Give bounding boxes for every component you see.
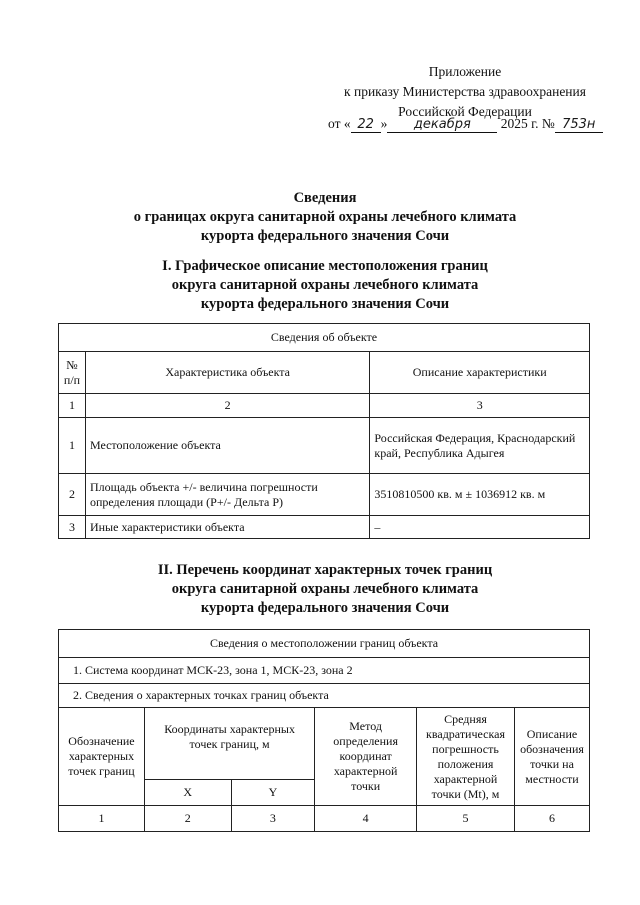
appendix-country-line: Российской Федерации (398, 104, 532, 119)
column-number: 5 (417, 806, 515, 832)
date-prefix: от « (328, 116, 351, 131)
header-method: Метод определения координат характерной точки (315, 708, 417, 806)
column-number: 2 (85, 394, 369, 418)
row-description: – (370, 516, 590, 539)
header-coordinates: Координаты характерных точек границ, м (144, 708, 314, 780)
section-2-line-2: округа санитарной охраны лечебного климата (171, 581, 479, 597)
object-info-table (58, 323, 590, 539)
table-caption: Сведения о местоположении границ объекта (59, 630, 590, 658)
row-number: 1 (59, 418, 86, 474)
row-characteristic: Местоположение объекта (85, 418, 369, 474)
section-2-heading (60, 561, 590, 618)
appendix-title: Приложение (428, 64, 502, 79)
row-description: 3510810500 кв. м ± 1036912 кв. м (370, 474, 590, 516)
header-point-description: Описание обозначения точки на местности (514, 708, 589, 806)
appendix-block (300, 62, 630, 122)
points-info-row: 2. Сведения о характерных точках границ объекта (59, 684, 590, 708)
header-number: № п/п (59, 352, 86, 394)
header-x: X (144, 780, 231, 806)
order-date-line (328, 116, 603, 133)
title-line-3: курорта федерального значения Сочи (200, 228, 450, 244)
row-description: Российская Федерация, Краснодарский край, Республика Адыгея (370, 418, 590, 474)
column-number: 1 (59, 394, 86, 418)
handwritten-order-number: 753н (555, 117, 603, 133)
handwritten-month: декабря (387, 117, 497, 133)
table-row (59, 418, 590, 474)
coordinate-system-row: 1. Система координат МСК-23, зона 1, МСК-23, зона 2 (59, 658, 590, 684)
column-number: 6 (514, 806, 589, 832)
handwritten-day: 22 (351, 117, 381, 133)
section-1-line-1: I. Графическое описание местоположения границ (162, 258, 488, 274)
header-rms-error: Средняя квадратическая погрешность положения характерной точки (Мt), м (417, 708, 515, 806)
column-number: 4 (315, 806, 417, 832)
row-characteristic: Иные характеристики объекта (85, 516, 369, 539)
title-line-2: о границах округа санитарной охраны лечебного климата (133, 209, 517, 225)
table-row (59, 474, 590, 516)
section-1-line-2: округа санитарной охраны лечебного климата (171, 277, 479, 293)
date-separator: » (380, 116, 388, 131)
row-number: 3 (59, 516, 86, 539)
table-caption: Сведения об объекте (59, 324, 590, 352)
title-line-1: Сведения (293, 190, 357, 206)
section-2-line-1: II. Перечень координат характерных точек границ (157, 562, 493, 578)
appendix-order-line: к приказу Министерства здравоохранения (344, 84, 586, 99)
column-number: 3 (370, 394, 590, 418)
table-row (59, 516, 590, 539)
section-1-line-3: курорта федерального значения Сочи (200, 296, 450, 312)
header-characteristic: Характеристика объекта (85, 352, 369, 394)
column-number: 2 (144, 806, 231, 832)
section-1-heading (60, 257, 590, 314)
column-number: 1 (59, 806, 145, 832)
section-2-line-3: курорта федерального значения Сочи (200, 600, 450, 616)
header-designation: Обозначение характерных точек границ (59, 708, 145, 806)
year-and-number-label: 2025 г. № (500, 116, 555, 131)
row-number: 2 (59, 474, 86, 516)
row-characteristic: Площадь объекта +/- величина погрешности определения площади (Р+/- Дельта Р) (85, 474, 369, 516)
document-title (60, 189, 590, 246)
header-y: Y (231, 780, 315, 806)
boundary-points-table (58, 629, 590, 832)
header-description: Описание характеристики (370, 352, 590, 394)
column-number: 3 (231, 806, 315, 832)
